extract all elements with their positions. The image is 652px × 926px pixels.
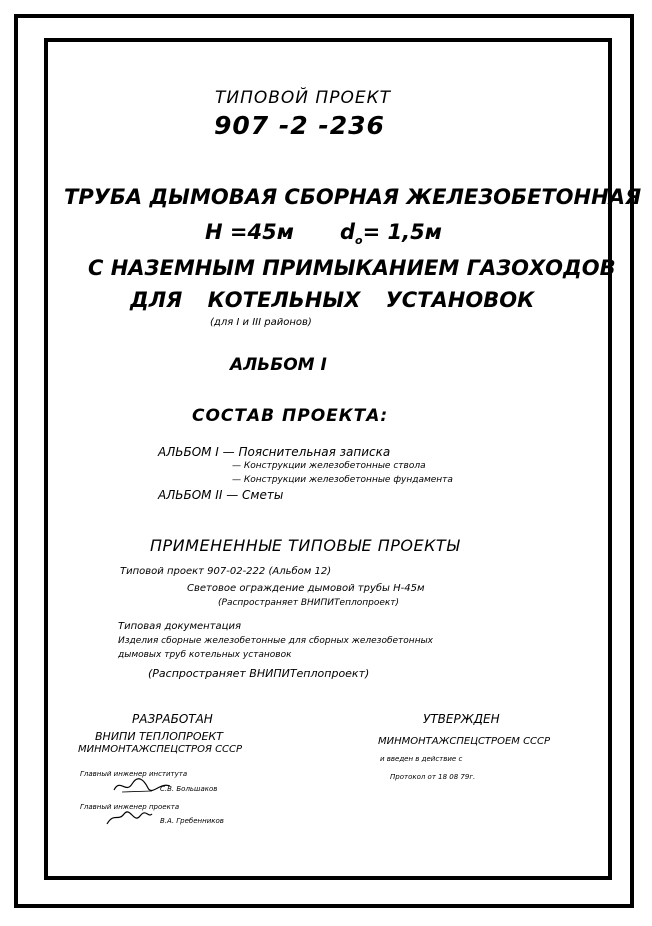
applied-project-distributor: (Распространяет ВНИПИТеплопроект) (218, 598, 400, 608)
approved-org: МИНМОНТАЖСПЕЦСТРОЕМ СССР (378, 736, 551, 747)
developed-role-2: Главный инженер проекта (80, 803, 180, 811)
composition-item-3: — Конструкции железобетонные фундамента (232, 475, 453, 485)
diameter-symbol: d (340, 220, 356, 244)
approved-effect: и введен в действие с (380, 755, 463, 763)
diameter-subscript: o (355, 234, 363, 248)
applied-heading: ПРИМЕНЕННЫЕ ТИПОВЫЕ ПРОЕКТЫ (150, 536, 460, 555)
developed-org-2: МИНМОНТАЖСПЕЦСТРОЯ СССР (78, 744, 243, 755)
series-label: ТИПОВОЙ ПРОЕКТ (215, 88, 392, 108)
title-line-4: ДЛЯ КОТЕЛЬНЫХ УСТАНОВОК (130, 288, 535, 312)
diameter-value: = 1,5м (362, 220, 442, 244)
composition-heading: СОСТАВ ПРОЕКТА: (192, 406, 389, 426)
title-line-3: С НАЗЕМНЫМ ПРИМЫКАНИЕМ ГАЗОХОДОВ (88, 256, 616, 280)
developed-heading: РАЗРАБОТАН (132, 712, 213, 726)
applied-project-line: Типовой проект 907-02-222 (Альбом 12) (120, 566, 332, 577)
applied-doc-line-1: Типовая документация (118, 621, 241, 632)
developed-name-2: В.А. Гребенников (160, 817, 224, 825)
project-number: 907 -2 -236 (214, 111, 385, 140)
developed-org-1: ВНИПИ ТЕПЛОПРОЕКТ (95, 730, 223, 743)
applied-doc-distributor: (Распространяет ВНИПИТеплопроект) (148, 667, 370, 680)
regions-note: (для I и III районов) (210, 317, 312, 328)
developed-name-1: С.В. Большаков (160, 785, 218, 793)
signature-chief-engineer (112, 776, 172, 796)
approved-heading: УТВЕРЖДЕН (423, 712, 500, 726)
composition-item-1: АЛЬБОМ I — Пояснительная записка (158, 445, 391, 459)
composition-item-4: АЛЬБОМ II — Сметы (158, 488, 284, 502)
title-line-1: ТРУБА ДЫМОВАЯ СБОРНАЯ ЖЕЛЕЗОБЕТОННАЯ (64, 185, 642, 209)
applied-doc-line-3: дымовых труб котельных установок (118, 650, 292, 660)
signature-project-engineer (104, 808, 154, 828)
height-parameter: H =45м (205, 220, 294, 244)
approved-protocol: Протокол от 18 08 79г. (390, 773, 476, 781)
composition-item-2: — Конструкции железобетонные ствола (232, 461, 426, 471)
applied-project-description: Световое ограждение дымовой трубы Н-45м (187, 583, 425, 594)
diameter-parameter (340, 222, 442, 246)
applied-doc-line-2: Изделия сборные железобетонные для сборных железобетонных (118, 636, 434, 646)
developed-role-1: Главный инженер института (80, 770, 188, 778)
album-label: АЛЬБОМ I (230, 355, 327, 375)
